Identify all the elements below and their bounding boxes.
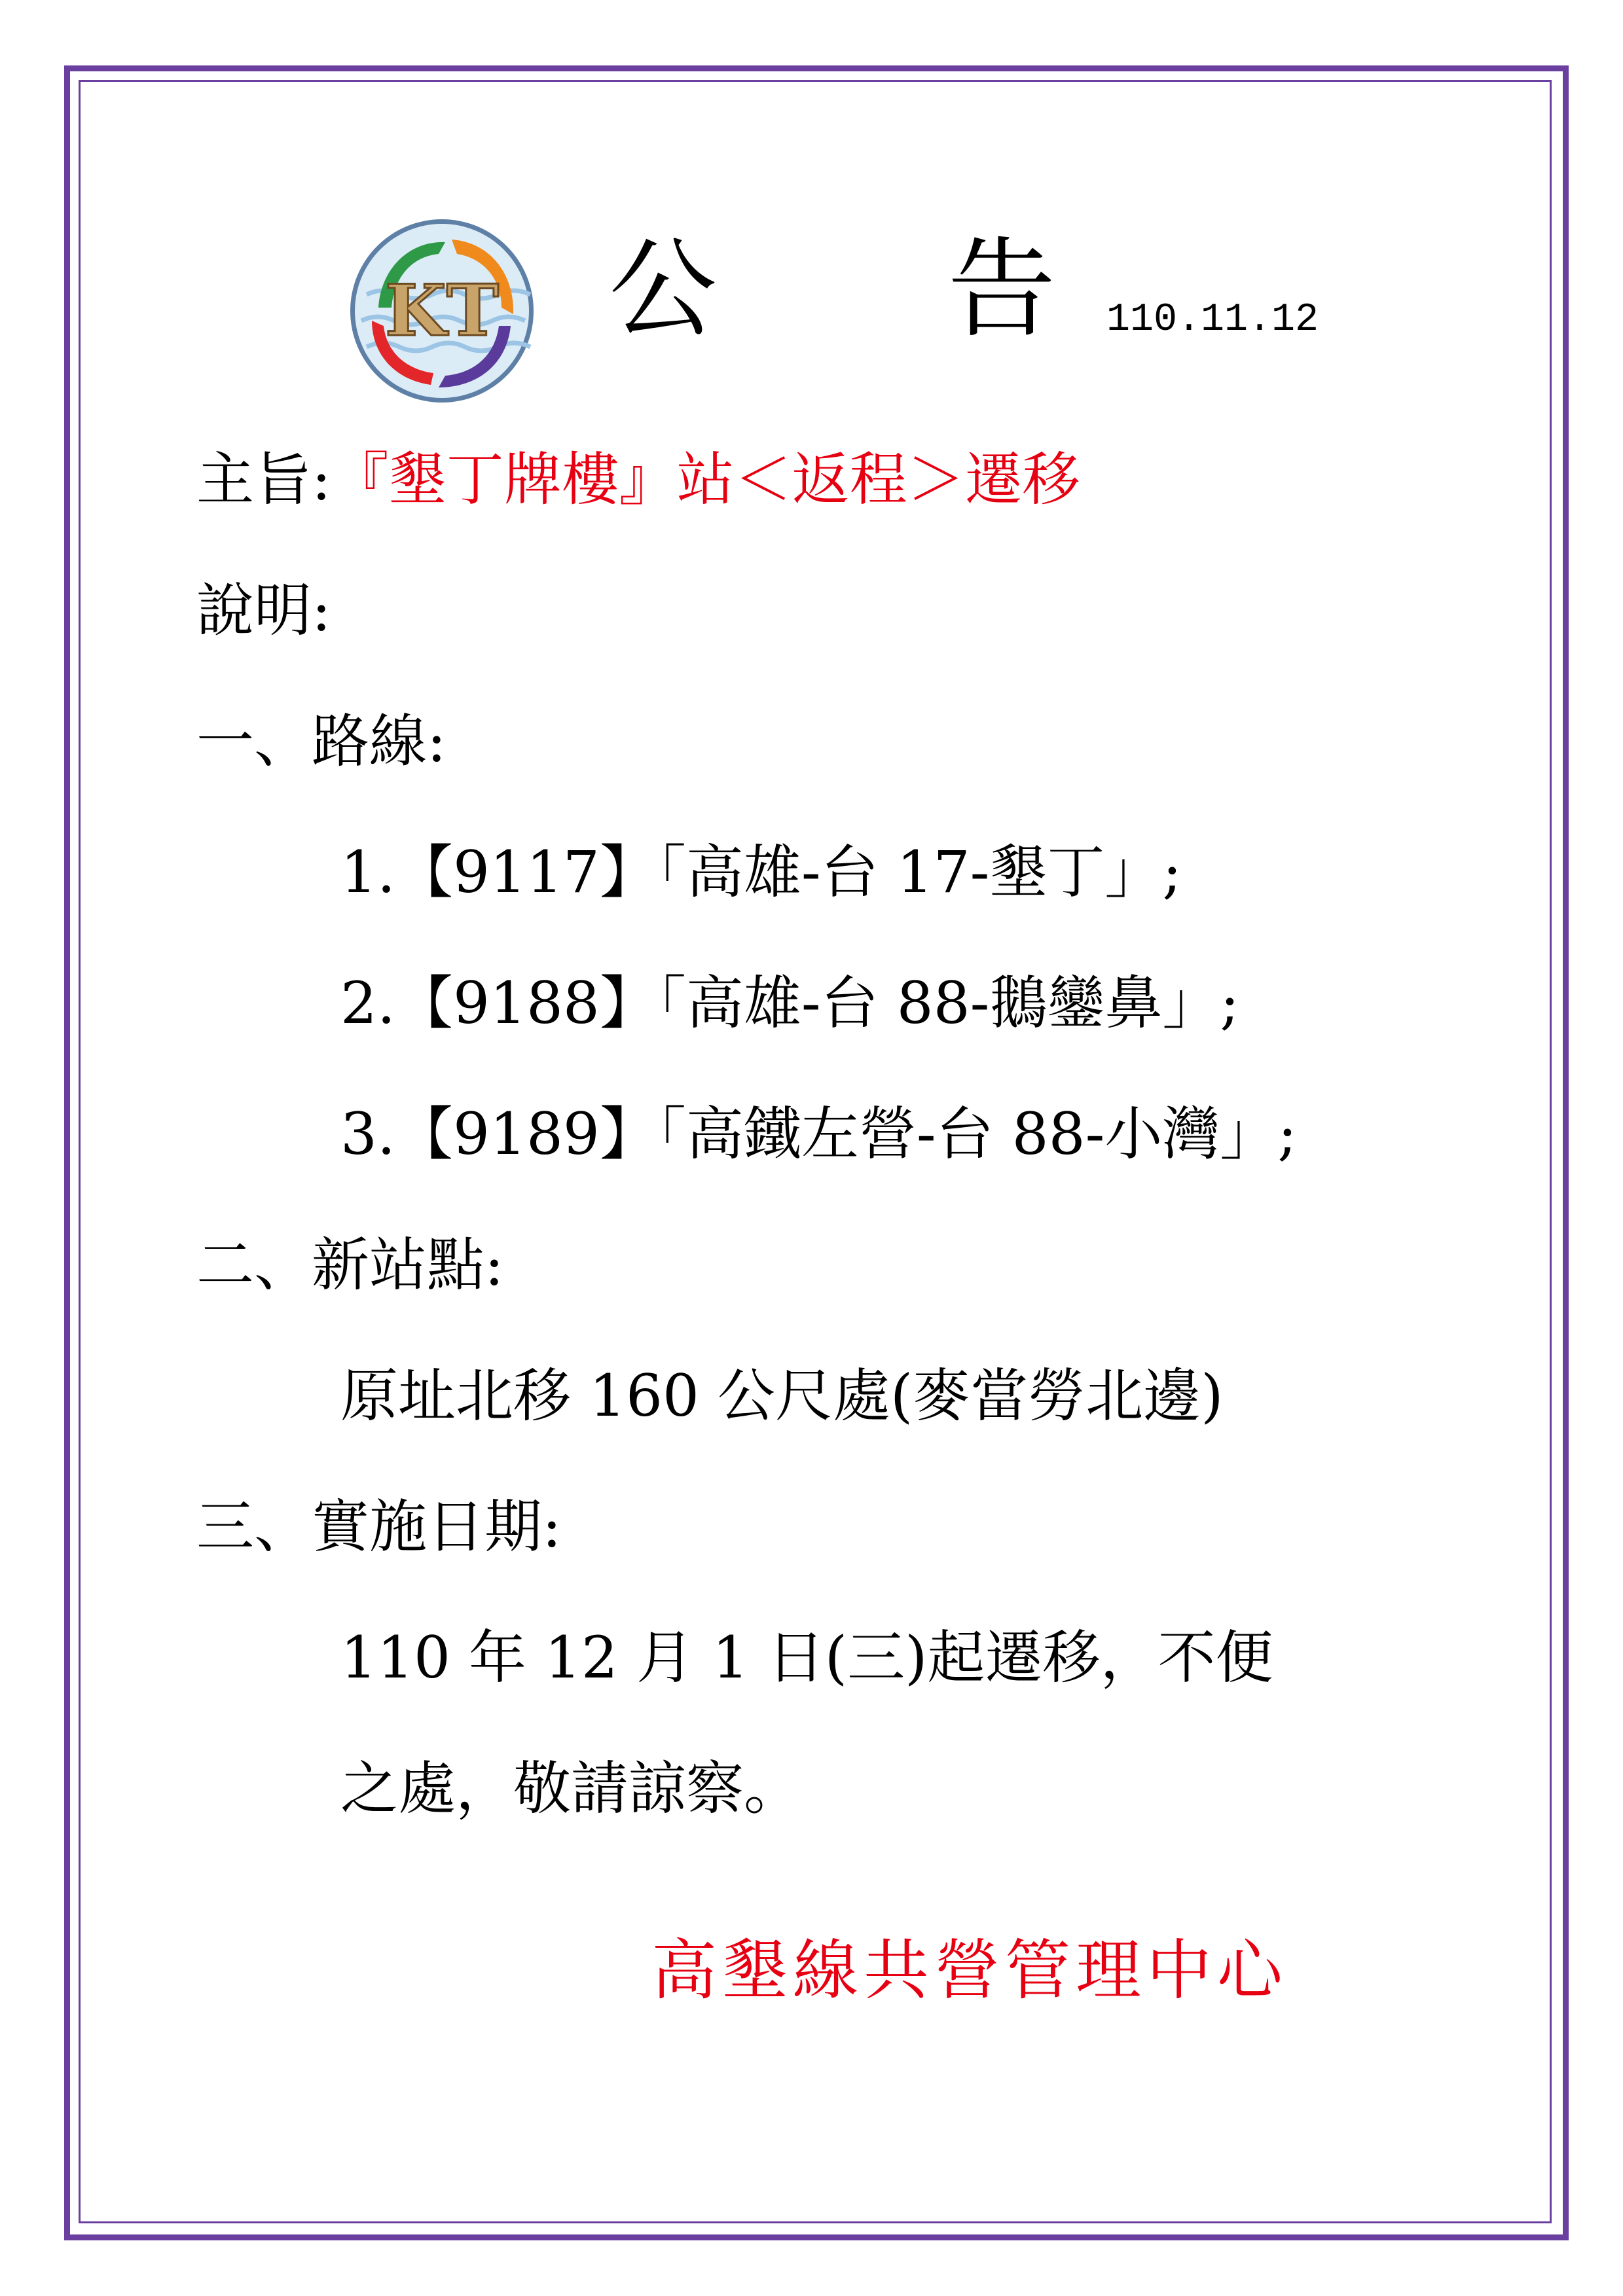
- kt-logo-icon: [347, 216, 537, 406]
- notice-date: 110.11.12: [1106, 298, 1319, 342]
- route-item: 3.【9189】「高鐵左營-台 88-小灣」;: [340, 1100, 1297, 1168]
- section3-heading: 三、實施日期:: [196, 1493, 562, 1560]
- section1-heading: 一、路線:: [196, 708, 447, 775]
- closing-text: 之處，敬請諒察。: [340, 1755, 802, 1822]
- section2-heading: 二、新站點:: [196, 1231, 504, 1299]
- explanation-label: 說明:: [196, 577, 331, 644]
- route-item: 2.【9188】「高雄-台 88-鵝鑾鼻」;: [340, 969, 1239, 1037]
- page-title: 公 告: [609, 226, 1154, 352]
- subject-line: [196, 448, 1080, 512]
- subject-value: 『墾丁牌樓』站＜返程＞遷移: [331, 446, 1080, 513]
- kt-logo-text: KT: [384, 270, 500, 352]
- effective-date-text: 110 年 12 月 1 日(三)起遷移，不便: [340, 1624, 1273, 1691]
- new-stop-text: 原址北移 160 公尺處(麥當勞北邊): [340, 1362, 1224, 1429]
- issuer-name: 高墾線共營管理中心: [651, 1932, 1288, 2009]
- route-item: 1.【9117】「高雄-台 17-墾丁」;: [340, 838, 1182, 906]
- subject-label: 主旨:: [196, 446, 331, 513]
